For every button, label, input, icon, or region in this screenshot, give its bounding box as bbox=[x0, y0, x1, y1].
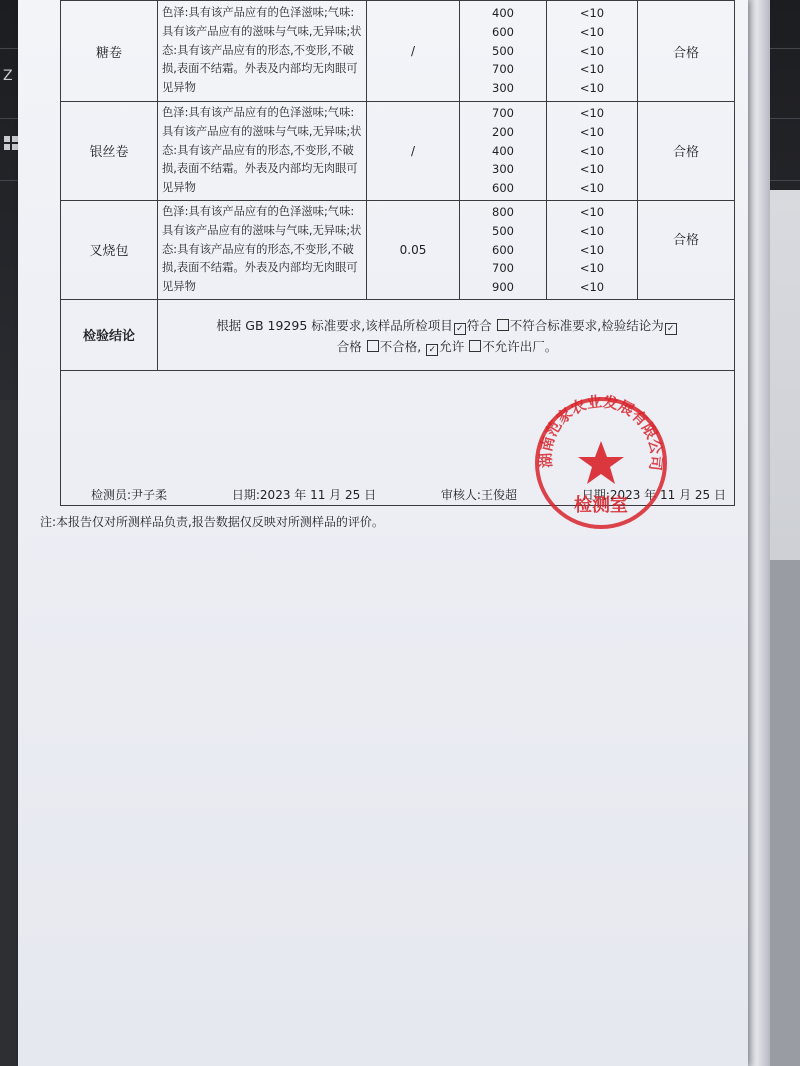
limit-cell: / bbox=[367, 1, 460, 102]
value: 400 bbox=[492, 143, 514, 158]
checked-box-icon: ✓ bbox=[454, 323, 466, 335]
result: <10 bbox=[579, 24, 605, 39]
conclusion-text-1: 根据 GB 19295 标准要求,该样品所检项目 bbox=[216, 317, 453, 333]
table-row bbox=[61, 1, 735, 102]
conclusion-row bbox=[61, 299, 735, 370]
company-seal bbox=[531, 393, 671, 533]
value: 500 bbox=[492, 43, 514, 58]
result: <10 bbox=[579, 162, 605, 177]
results-cell bbox=[547, 102, 638, 201]
result: <10 bbox=[579, 143, 605, 158]
results-cell bbox=[547, 1, 638, 102]
seal-star-icon bbox=[578, 441, 624, 484]
result: <10 bbox=[579, 261, 605, 276]
values-cell bbox=[460, 1, 547, 102]
values-cell bbox=[460, 102, 547, 201]
paper-stack-edge bbox=[748, 0, 770, 1066]
result: <10 bbox=[579, 62, 605, 77]
value: 700 bbox=[492, 261, 514, 276]
category-cell: 糖卷 bbox=[61, 1, 158, 102]
result: <10 bbox=[579, 223, 605, 238]
conclusion-cell: 合格 bbox=[638, 1, 735, 102]
option-allow: 允许 bbox=[439, 338, 465, 354]
results-cell bbox=[547, 200, 638, 299]
report-paper bbox=[18, 0, 748, 1066]
option-nonconform: 不符合标准要求,检验结论为 bbox=[509, 317, 664, 333]
report-note: 注:本报告仅对所测样品负责,报告数据仅反映对所测样品的评价。 bbox=[40, 514, 384, 529]
limit-cell: 0.05 bbox=[367, 200, 460, 299]
result: <10 bbox=[579, 242, 605, 257]
result: <10 bbox=[579, 6, 605, 20]
result: <10 bbox=[579, 280, 605, 295]
value: 600 bbox=[492, 181, 514, 196]
option-fail: 不合格, bbox=[379, 338, 422, 354]
category-cell: 银丝卷 bbox=[61, 102, 158, 201]
value: 900 bbox=[492, 280, 514, 295]
value: 500 bbox=[492, 223, 514, 238]
table-row bbox=[61, 200, 735, 299]
conclusion-label: 检验结论 bbox=[61, 299, 158, 370]
unchecked-box-icon bbox=[497, 319, 509, 331]
result: <10 bbox=[579, 181, 605, 196]
value: 200 bbox=[492, 124, 514, 139]
key-z: Z bbox=[3, 68, 13, 84]
unchecked-box-icon bbox=[469, 340, 481, 352]
option-pass: 合格 bbox=[336, 338, 362, 354]
value: 300 bbox=[492, 162, 514, 177]
option-disallow: 不允许出厂。 bbox=[482, 338, 558, 354]
windows-key-icon bbox=[4, 136, 18, 150]
result: <10 bbox=[579, 124, 605, 139]
conclusion-cell: 合格 bbox=[638, 102, 735, 201]
requirement-cell: 色泽:具有该产品应有的色泽滋味;气味:具有该产品应有的滋味与气味,无异味;状态:具有该产品应有的形态,不变形,不破损,表面不结霜。外表及内部均无肉眼可见异物 bbox=[158, 200, 367, 299]
reviewer-date: 日期:2023 年 11 月 25 日 bbox=[581, 487, 726, 502]
value: 600 bbox=[492, 242, 514, 257]
inspector-date: 日期:2023 年 11 月 25 日 bbox=[231, 487, 377, 502]
value: 700 bbox=[492, 106, 514, 120]
category-cell: 叉烧包 bbox=[61, 200, 158, 299]
requirement-cell: 色泽:具有该产品应有的色泽滋味;气味:具有该产品应有的滋味与气味,无异味;状态:具有该产品应有的形态,不变形,不破损,表面不结霜。外表及内部均无肉眼可见异物 bbox=[158, 102, 367, 201]
values-cell bbox=[460, 200, 547, 299]
reviewer: 审核人:王俊超 bbox=[440, 487, 517, 502]
result: <10 bbox=[579, 81, 605, 96]
conclusion-text bbox=[158, 299, 735, 370]
value: 400 bbox=[492, 6, 514, 20]
inspector: 检测员:尹子柔 bbox=[91, 487, 168, 502]
option-conform: 符合 bbox=[466, 317, 492, 333]
limit-cell: / bbox=[367, 102, 460, 201]
seal-center-text: 检测室 bbox=[574, 495, 628, 516]
value: 700 bbox=[492, 62, 514, 77]
table-row bbox=[61, 102, 735, 201]
checked-box-icon: ✓ bbox=[426, 344, 438, 356]
value: 600 bbox=[492, 24, 514, 39]
checked-box-icon: ✓ bbox=[665, 323, 677, 335]
result: <10 bbox=[579, 43, 605, 58]
value: 300 bbox=[492, 81, 514, 96]
value: 800 bbox=[492, 204, 514, 219]
seal-ring-text: 湖南范家农业发展有限公司 bbox=[536, 393, 666, 472]
result: <10 bbox=[579, 204, 605, 219]
conclusion-cell: 合格 bbox=[638, 200, 735, 299]
unchecked-box-icon bbox=[367, 340, 379, 352]
requirement-cell: 色泽:具有该产品应有的色泽滋味;气味:具有该产品应有的滋味与气味,无异味;状态:具有该产品应有的形态,不变形,不破损,表面不结霜。外表及内部均无肉眼可见异物 bbox=[158, 1, 367, 102]
result: <10 bbox=[579, 106, 605, 120]
